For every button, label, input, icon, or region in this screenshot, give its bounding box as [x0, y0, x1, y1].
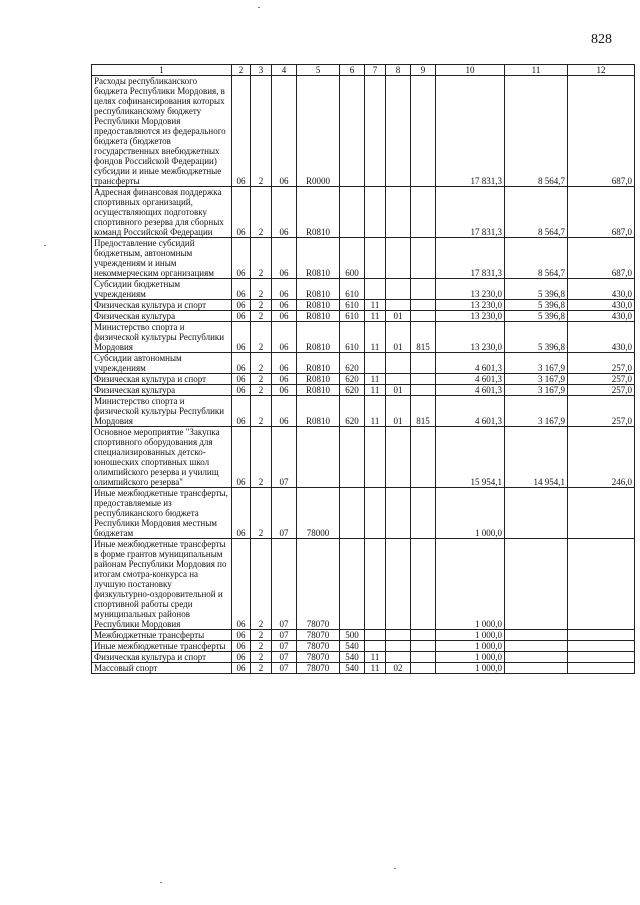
section-code: 06 [232, 396, 251, 427]
subsection-code: 2 [251, 396, 272, 427]
table-row [92, 663, 635, 674]
chapter-code: 11 [365, 663, 386, 674]
target-item-code: 78070 [297, 539, 340, 630]
program-code: 06 [272, 76, 297, 187]
column-header: 8 [386, 65, 411, 76]
chapter-code [365, 279, 386, 300]
row-name: Предоставление субсидий бюджетным, автономным учреждениям и иным некоммерческим организациям [92, 238, 232, 279]
program-code: 06 [272, 300, 297, 311]
section-code: 06 [232, 353, 251, 374]
subsection-code: 2 [251, 300, 272, 311]
row-name: Физическая культура и спорт [92, 300, 232, 311]
expense-type-code [340, 539, 365, 630]
column-header: 5 [297, 65, 340, 76]
section-code: 06 [232, 427, 251, 488]
row-name: Физическая культура и спорт [92, 374, 232, 385]
row-name: Субсидии автономным учреждениям [92, 353, 232, 374]
section-code: 06 [232, 311, 251, 322]
section-code: 06 [232, 539, 251, 630]
amount-col12: 430,0 [568, 311, 635, 322]
table-row [92, 374, 635, 385]
amount-col11: 5 396,8 [505, 300, 568, 311]
column-header: 7 [365, 65, 386, 76]
expense-type-code: 540 [340, 663, 365, 674]
table-row [92, 187, 635, 238]
amount-col10: 1 000,0 [436, 641, 505, 652]
amount-col12: 257,0 [568, 374, 635, 385]
amount-col10: 17 831,3 [436, 76, 505, 187]
chapter-code: 11 [365, 652, 386, 663]
subchapter-code: 01 [386, 311, 411, 322]
subsection-code: 2 [251, 353, 272, 374]
table-body [92, 76, 635, 674]
subchapter-code [386, 652, 411, 663]
row-name: Физическая культура [92, 311, 232, 322]
section-code: 06 [232, 76, 251, 187]
column-header: 3 [251, 65, 272, 76]
program-code: 07 [272, 641, 297, 652]
expense-type-code: 620 [340, 353, 365, 374]
ministry-code [411, 238, 436, 279]
table-row [92, 630, 635, 641]
ministry-code [411, 427, 436, 488]
program-code: 07 [272, 630, 297, 641]
subsection-code: 2 [251, 630, 272, 641]
chapter-code: 11 [365, 374, 386, 385]
target-item-code: R0000 [297, 76, 340, 187]
row-name: Иные межбюджетные трансферты [92, 641, 232, 652]
target-item-code: 78070 [297, 630, 340, 641]
section-code: 06 [232, 663, 251, 674]
ministry-code [411, 300, 436, 311]
scan-speck [394, 868, 396, 869]
amount-col10: 4 601,3 [436, 353, 505, 374]
ministry-code [411, 385, 436, 396]
program-code: 07 [272, 652, 297, 663]
chapter-code [365, 427, 386, 488]
target-item-code: 78070 [297, 641, 340, 652]
amount-col10: 4 601,3 [436, 396, 505, 427]
amount-col11: 8 564,7 [505, 187, 568, 238]
program-code: 07 [272, 488, 297, 539]
table-header-row [92, 65, 635, 76]
subsection-code: 2 [251, 187, 272, 238]
page-number: 828 [591, 32, 612, 47]
subchapter-code: 01 [386, 385, 411, 396]
target-item-code: R0810 [297, 300, 340, 311]
row-name: Иные межбюджетные трансферты в форме грантов муниципальным районам Республики Мордовия по итогам смотра-конкурса на лучшую постановку физкультурно-оздоровительной и спортивной работы среди муниципальных районов Республики Мордовия [92, 539, 232, 630]
subchapter-code: 01 [386, 396, 411, 427]
program-code: 06 [272, 374, 297, 385]
amount-col12: 687,0 [568, 238, 635, 279]
amount-col11: 3 167,9 [505, 374, 568, 385]
amount-col12: 687,0 [568, 187, 635, 238]
table-row [92, 488, 635, 539]
column-header: 2 [232, 65, 251, 76]
target-item-code: 78070 [297, 652, 340, 663]
table-row [92, 300, 635, 311]
expense-type-code: 620 [340, 396, 365, 427]
chapter-code: 11 [365, 385, 386, 396]
scan-speck [258, 7, 260, 8]
table-row [92, 427, 635, 488]
table-row [92, 652, 635, 663]
subchapter-code [386, 353, 411, 374]
subchapter-code [386, 76, 411, 187]
table-row [92, 279, 635, 300]
amount-col10: 1 000,0 [436, 539, 505, 630]
section-code: 06 [232, 374, 251, 385]
table-row [92, 539, 635, 630]
expense-type-code: 540 [340, 641, 365, 652]
target-item-code: 78070 [297, 663, 340, 674]
subchapter-code [386, 279, 411, 300]
table-row [92, 238, 635, 279]
expense-type-code: 540 [340, 652, 365, 663]
column-header: 4 [272, 65, 297, 76]
column-header: 10 [436, 65, 505, 76]
program-code: 06 [272, 311, 297, 322]
chapter-code [365, 641, 386, 652]
program-code: 07 [272, 663, 297, 674]
target-item-code: R0810 [297, 322, 340, 353]
amount-col12 [568, 641, 635, 652]
amount-col10: 1 000,0 [436, 630, 505, 641]
table-row [92, 641, 635, 652]
subsection-code: 2 [251, 663, 272, 674]
section-code: 06 [232, 385, 251, 396]
section-code: 06 [232, 300, 251, 311]
subchapter-code [386, 630, 411, 641]
ministry-code [411, 353, 436, 374]
subchapter-code [386, 300, 411, 311]
amount-col12: 257,0 [568, 396, 635, 427]
amount-col10: 17 831,3 [436, 238, 505, 279]
amount-col12: 257,0 [568, 353, 635, 374]
amount-col10: 17 831,3 [436, 187, 505, 238]
target-item-code: R0810 [297, 353, 340, 374]
chapter-code [365, 539, 386, 630]
amount-col10: 13 230,0 [436, 322, 505, 353]
expense-type-code: 610 [340, 322, 365, 353]
chapter-code: 11 [365, 300, 386, 311]
amount-col11 [505, 630, 568, 641]
ministry-code [411, 641, 436, 652]
program-code: 07 [272, 427, 297, 488]
subsection-code: 2 [251, 311, 272, 322]
amount-col10: 4 601,3 [436, 374, 505, 385]
amount-col12: 246,0 [568, 427, 635, 488]
scan-speck [44, 245, 46, 246]
table-row [92, 385, 635, 396]
chapter-code [365, 353, 386, 374]
amount-col12 [568, 630, 635, 641]
amount-col11: 3 167,9 [505, 396, 568, 427]
target-item-code: R0810 [297, 396, 340, 427]
amount-col12: 430,0 [568, 300, 635, 311]
amount-col10: 1 000,0 [436, 663, 505, 674]
expense-type-code [340, 427, 365, 488]
amount-col11 [505, 539, 568, 630]
chapter-code [365, 187, 386, 238]
ministry-code [411, 663, 436, 674]
ministry-code [411, 279, 436, 300]
amount-col11: 8 564,7 [505, 238, 568, 279]
amount-col10: 13 230,0 [436, 311, 505, 322]
program-code: 06 [272, 396, 297, 427]
expense-type-code: 620 [340, 374, 365, 385]
program-code: 06 [272, 238, 297, 279]
amount-col12: 430,0 [568, 322, 635, 353]
amount-col12 [568, 663, 635, 674]
section-code: 06 [232, 238, 251, 279]
expense-type-code [340, 76, 365, 187]
row-name: Адресная финансовая поддержка спортивных организаций, осуществляющих подготовку спортивного резерва для сборных команд Российской Федерации [92, 187, 232, 238]
ministry-code [411, 539, 436, 630]
chapter-code [365, 76, 386, 187]
row-name: Массовый спорт [92, 663, 232, 674]
amount-col12 [568, 652, 635, 663]
chapter-code: 11 [365, 396, 386, 427]
amount-col10: 13 230,0 [436, 300, 505, 311]
amount-col10: 1 000,0 [436, 488, 505, 539]
amount-col10: 4 601,3 [436, 385, 505, 396]
row-name: Физическая культура и спорт [92, 652, 232, 663]
amount-col10: 13 230,0 [436, 279, 505, 300]
row-name: Межбюджетные трансферты [92, 630, 232, 641]
expense-type-code: 500 [340, 630, 365, 641]
program-code: 06 [272, 187, 297, 238]
column-header: 12 [568, 65, 635, 76]
ministry-code: 815 [411, 396, 436, 427]
section-code: 06 [232, 322, 251, 353]
column-header: 9 [411, 65, 436, 76]
subsection-code: 2 [251, 279, 272, 300]
column-header: 11 [505, 65, 568, 76]
target-item-code: R0810 [297, 187, 340, 238]
table-row [92, 322, 635, 353]
target-item-code: R0810 [297, 374, 340, 385]
amount-col11: 5 396,8 [505, 311, 568, 322]
row-name: Физическая культура [92, 385, 232, 396]
target-item-code: 78000 [297, 488, 340, 539]
amount-col11: 5 396,8 [505, 279, 568, 300]
ministry-code [411, 187, 436, 238]
subsection-code: 2 [251, 374, 272, 385]
expense-type-code: 600 [340, 238, 365, 279]
amount-col11: 5 396,8 [505, 322, 568, 353]
subsection-code: 2 [251, 76, 272, 187]
row-name: Иные межбюджетные трансферты, предоставляемые из республиканского бюджета Республики Мордовия местным бюджетам [92, 488, 232, 539]
amount-col11 [505, 488, 568, 539]
subchapter-code: 01 [386, 322, 411, 353]
subchapter-code [386, 641, 411, 652]
amount-col12: 687,0 [568, 76, 635, 187]
amount-col12 [568, 488, 635, 539]
row-name: Субсидии бюджетным учреждениям [92, 279, 232, 300]
subchapter-code: 02 [386, 663, 411, 674]
section-code: 06 [232, 187, 251, 238]
target-item-code [297, 427, 340, 488]
chapter-code: 11 [365, 311, 386, 322]
subchapter-code [386, 488, 411, 539]
amount-col11: 8 564,7 [505, 76, 568, 187]
amount-col11 [505, 663, 568, 674]
subsection-code: 2 [251, 322, 272, 353]
table-row [92, 353, 635, 374]
ministry-code [411, 630, 436, 641]
target-item-code: R0810 [297, 311, 340, 322]
subsection-code: 2 [251, 427, 272, 488]
row-name: Расходы республиканского бюджета Республики Мордовия, в целях софинансирования которых республиканскому бюджету Республики Мордовия предоставляются из федерального бюджета (бюджетов государственных внебюджетных фондов Российской Федерации) субсидии и иные межбюджетные трансферты [92, 76, 232, 187]
row-name: Министерство спорта и физической культуры Республики Мордовия [92, 322, 232, 353]
amount-col11 [505, 641, 568, 652]
chapter-code [365, 238, 386, 279]
chapter-code [365, 488, 386, 539]
scan-speck [160, 882, 162, 883]
section-code: 06 [232, 630, 251, 641]
section-code: 06 [232, 279, 251, 300]
target-item-code: R0810 [297, 385, 340, 396]
table-row [92, 396, 635, 427]
ministry-code [411, 374, 436, 385]
column-header: 1 [92, 65, 232, 76]
amount-col12 [568, 539, 635, 630]
section-code: 06 [232, 641, 251, 652]
amount-col11 [505, 652, 568, 663]
amount-col12: 257,0 [568, 385, 635, 396]
expense-type-code [340, 187, 365, 238]
column-header: 6 [340, 65, 365, 76]
program-code: 06 [272, 322, 297, 353]
subsection-code: 2 [251, 652, 272, 663]
subsection-code: 2 [251, 238, 272, 279]
ministry-code [411, 311, 436, 322]
subsection-code: 2 [251, 385, 272, 396]
section-code: 06 [232, 652, 251, 663]
row-name: Министерство спорта и физической культуры Республики Мордовия [92, 396, 232, 427]
program-code: 06 [272, 385, 297, 396]
chapter-code [365, 630, 386, 641]
subchapter-code [386, 238, 411, 279]
amount-col10: 15 954,1 [436, 427, 505, 488]
ministry-code: 815 [411, 322, 436, 353]
chapter-code: 11 [365, 322, 386, 353]
subchapter-code [386, 539, 411, 630]
row-name: Основное мероприятие "Закупка спортивного оборудования для специализированных детско-юношеских спортивных школ олимпийского резерва и училищ олимпийского резерва" [92, 427, 232, 488]
section-code: 06 [232, 488, 251, 539]
target-item-code: R0810 [297, 238, 340, 279]
subsection-code: 2 [251, 641, 272, 652]
program-code: 07 [272, 539, 297, 630]
table-row [92, 311, 635, 322]
ministry-code [411, 652, 436, 663]
amount-col12: 430,0 [568, 279, 635, 300]
amount-col10: 1 000,0 [436, 652, 505, 663]
subsection-code: 2 [251, 539, 272, 630]
subchapter-code [386, 187, 411, 238]
program-code: 06 [272, 279, 297, 300]
subchapter-code [386, 374, 411, 385]
target-item-code: R0810 [297, 279, 340, 300]
table-row [92, 76, 635, 187]
ministry-code [411, 76, 436, 187]
program-code: 06 [272, 353, 297, 374]
expense-type-code: 610 [340, 300, 365, 311]
budget-table [91, 64, 635, 674]
amount-col11: 3 167,9 [505, 353, 568, 374]
amount-col11: 14 954,1 [505, 427, 568, 488]
subchapter-code [386, 427, 411, 488]
subsection-code: 2 [251, 488, 272, 539]
expense-type-code: 610 [340, 279, 365, 300]
expense-type-code: 620 [340, 385, 365, 396]
amount-col11: 3 167,9 [505, 385, 568, 396]
expense-type-code [340, 488, 365, 539]
expense-type-code: 610 [340, 311, 365, 322]
ministry-code [411, 488, 436, 539]
